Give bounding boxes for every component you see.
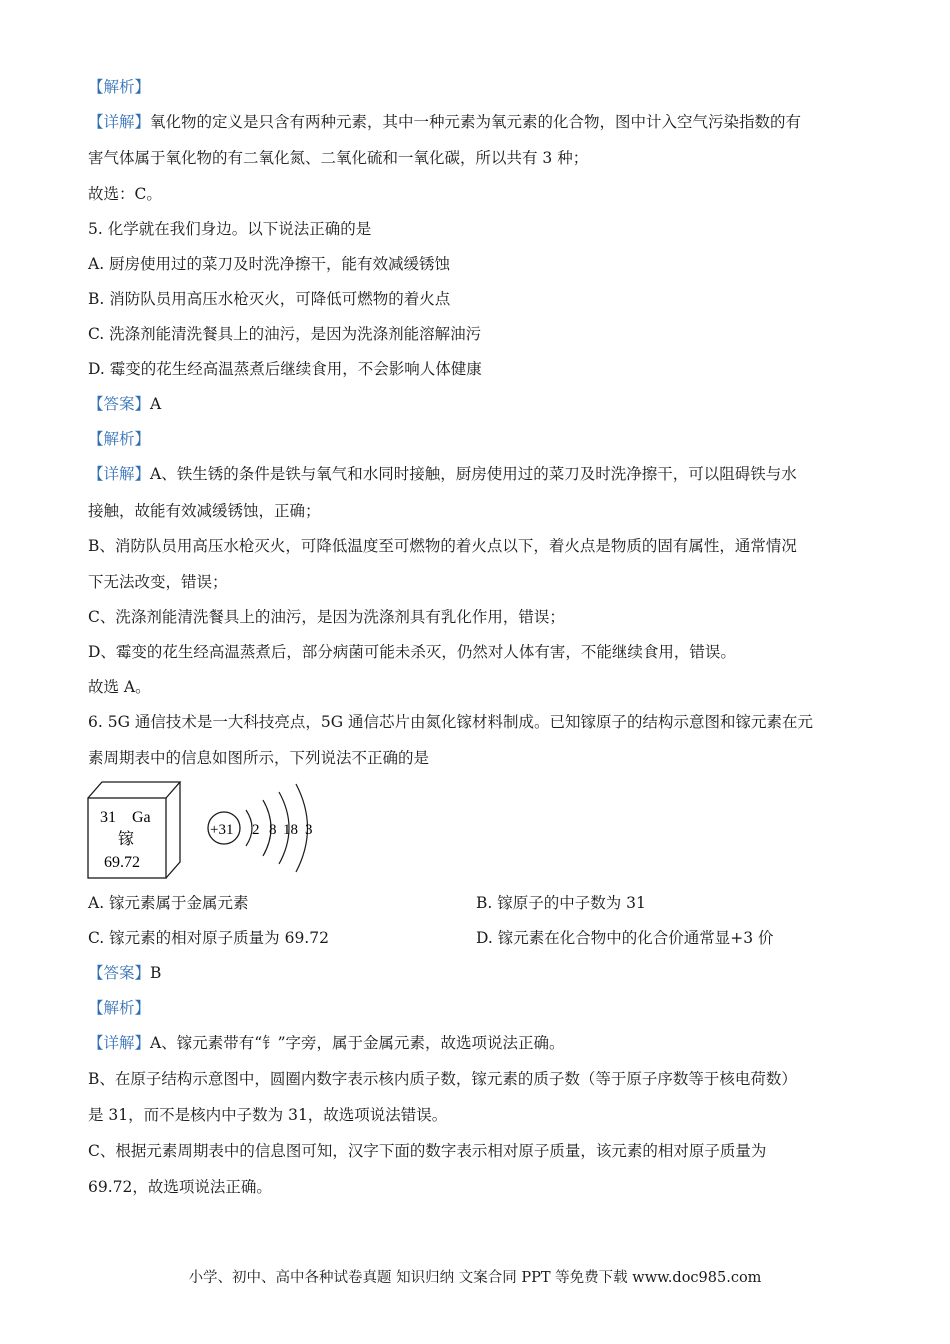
detail-line: 【详解】氧化物的定义是只含有两种元素，其中一种元素为氧元素的化合物，图中计入空气污染指数的有 [88, 113, 802, 131]
text-line: B、消防队员用高压水枪灭火，可降低温度至可燃物的着火点以下，着火点是物质的固有属性，通常情况 [88, 537, 797, 555]
detail-line: 【详解】A、镓元素带有“钅”字旁，属于金属元素，故选项说法正确。 [88, 1034, 565, 1052]
atomic-mass: 69.72 [104, 854, 140, 871]
option-a: A. 厨房使用过的菜刀及时洗净擦干，能有效减缓锈蚀 [88, 255, 451, 273]
text-line: C、洗涤剂能清洗餐具上的油污，是因为洗涤剂具有乳化作用，错误； [88, 608, 565, 626]
answer-line: 【答案】B [88, 964, 162, 982]
text-line: B、在原子结构示意图中，圆圈内数字表示核内质子数，镓元素的质子数（等于原子序数等于核电荷数） [88, 1070, 797, 1088]
option-c: C. 镓元素的相对原子质量为 69.72 [88, 929, 329, 947]
option-d: D. 镓元素在化合物中的化合价通常显+3 价 [476, 929, 774, 947]
text-line: 69.72，故选项说法正确。 [88, 1178, 272, 1196]
text-line: D、霉变的花生经高温蒸煮后，部分病菌可能未杀灭，仍然对人体有害，不能继续食用，错误。 [88, 643, 736, 661]
gallium-diagram [86, 780, 326, 880]
shell-count-1: 2 [252, 822, 260, 838]
question-6: 6. 5G 通信技术是一大科技亮点，5G 通信芯片由氮化镓材料制成。已知镓原子的结构示意图和镓元素在元 [88, 713, 814, 731]
element-number: 31 [100, 809, 116, 826]
option-a: A. 镓元素属于金属元素 [88, 894, 249, 912]
text-line: C、根据元素周期表中的信息图可知，汉字下面的数字表示相对原子质量，该元素的相对原子质量为 [88, 1142, 767, 1160]
shell-count-3: 18 [283, 822, 298, 838]
nucleus-charge: +31 [210, 822, 234, 838]
text-line: 接触，故能有效减缓锈蚀，正确； [88, 502, 321, 520]
text-line: 害气体属于氧化物的有二氧化氮、二氧化硫和一氧化碳，所以共有 3 种； [88, 149, 589, 167]
option-c: C. 洗涤剂能清洗餐具上的油污，是因为洗涤剂能溶解油污 [88, 325, 482, 343]
shell-count-4: 3 [305, 822, 313, 838]
text-line: 是 31，而不是核内中子数为 31，故选项说法错误。 [88, 1106, 448, 1124]
section-label-analysis: 【解析】 [88, 78, 151, 96]
element-symbol: Ga [132, 809, 151, 826]
element-name: 镓 [118, 829, 135, 848]
question-5: 5. 化学就在我们身边。以下说法正确的是 [88, 220, 372, 238]
text-line: 故选 A。 [88, 678, 151, 696]
detail-line: 【详解】A、铁生锈的条件是铁与氧气和水同时接触，厨房使用过的菜刀及时洗净擦干，可以阻碍铁与水 [88, 465, 797, 483]
option-b: B. 镓原子的中子数为 31 [476, 894, 646, 912]
shell-count-2: 8 [269, 822, 277, 838]
text-line: 故选：C。 [88, 185, 162, 203]
section-label-analysis: 【解析】 [88, 430, 151, 448]
option-b: B. 消防队员用高压水枪灭火，可降低可燃物的着火点 [88, 290, 451, 308]
text-line: 下无法改变，错误； [88, 573, 228, 591]
text-line: 素周期表中的信息如图所示，下列说法不正确的是 [88, 749, 430, 767]
page-footer: 小学、初中、高中各种试卷真题 知识归纳 文案合同 PPT 等免费下载 www.doc985.com [188, 1270, 762, 1286]
gallium-figure [86, 780, 326, 880]
answer-line: 【答案】A [88, 395, 162, 413]
section-label-analysis: 【解析】 [88, 999, 151, 1017]
option-d: D. 霉变的花生经高温蒸煮后继续食用，不会影响人体健康 [88, 360, 482, 378]
